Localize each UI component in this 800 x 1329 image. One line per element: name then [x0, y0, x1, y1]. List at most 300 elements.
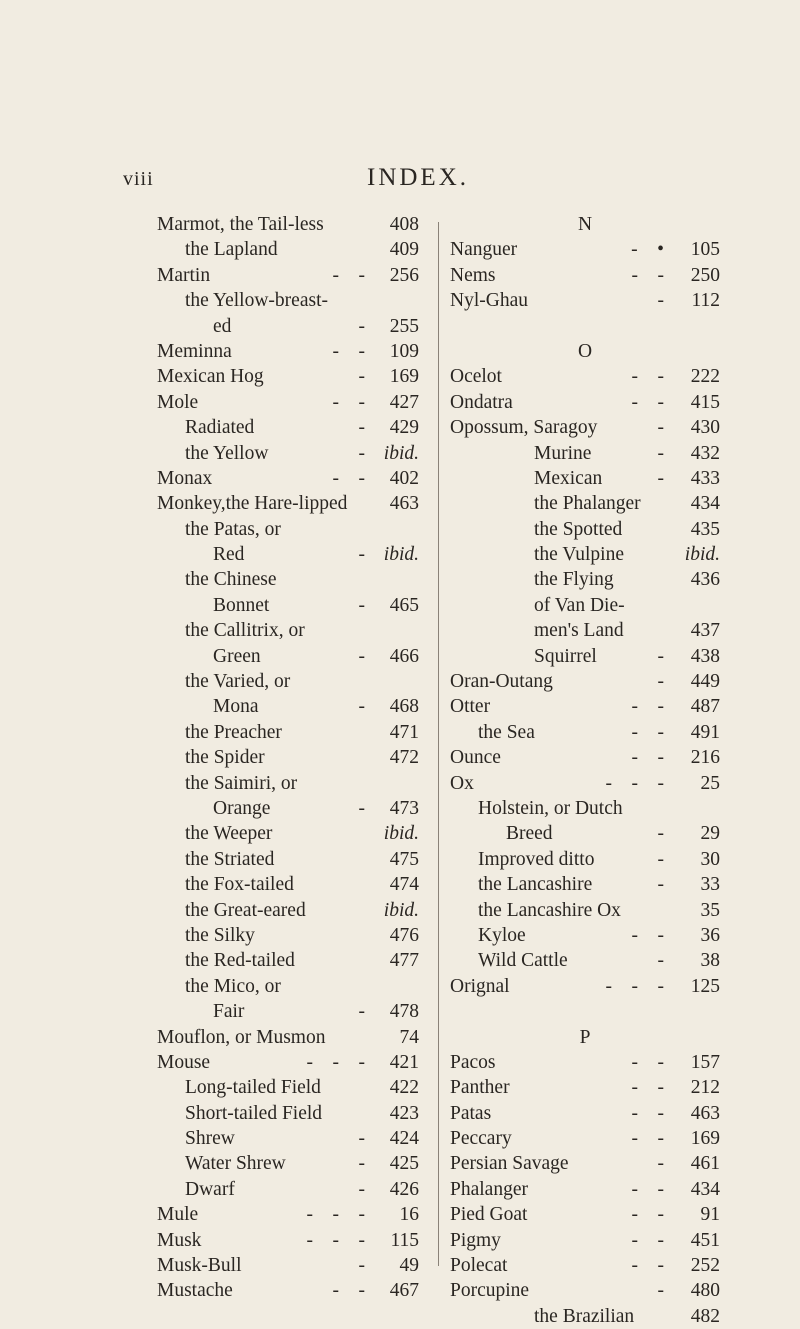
leader-dashes: -: [358, 645, 365, 667]
index-entry: [450, 1075, 720, 1100]
index-entry: [157, 618, 427, 643]
entry-term: the Spider: [185, 747, 265, 769]
entry-term: the Red-tailed: [185, 950, 295, 972]
index-entry: [157, 567, 427, 592]
leader-dashes: -: [358, 442, 365, 464]
index-entry: [450, 847, 720, 872]
entry-term: Holstein, or Dutch: [478, 797, 623, 819]
index-entry: [450, 263, 720, 288]
entry-term: ed: [213, 315, 232, 337]
entry-term: Mona: [213, 696, 259, 718]
index-entry: [450, 1253, 720, 1278]
index-entry: [450, 364, 720, 389]
entry-term: the Mico, or: [185, 975, 281, 997]
leader-dashes: -: [657, 1153, 664, 1175]
entry-term: the Yellow-breast-: [185, 290, 328, 312]
page-reference: 471: [389, 721, 419, 743]
leader-dashes: - -: [631, 1229, 664, 1251]
index-entry: [450, 1126, 720, 1151]
index-entry: [157, 1101, 427, 1126]
index-entry: [450, 415, 720, 440]
page-reference: 408: [389, 214, 419, 235]
leader-dashes: -: [657, 290, 664, 312]
index-entry: [157, 898, 427, 923]
index-entry: [450, 491, 720, 516]
page-reference: 433: [690, 467, 720, 489]
page-reference: 461: [690, 1153, 720, 1175]
leader-dashes: - -: [332, 1280, 365, 1302]
index-entry: [450, 720, 720, 745]
leader-dashes: - -: [631, 391, 664, 413]
leader-dashes: -: [358, 1255, 365, 1277]
entry-term: Red: [213, 544, 245, 566]
page-reference: 169: [690, 1128, 720, 1150]
entry-term: Mouse: [157, 1051, 211, 1073]
page-reference: 35: [700, 899, 720, 921]
page-reference: 105: [690, 239, 720, 261]
index-entry: [450, 390, 720, 415]
page-reference: 424: [389, 1128, 419, 1150]
index-entry: [157, 1253, 427, 1278]
index-entry: [157, 314, 427, 339]
leader-dashes: -: [358, 1001, 365, 1023]
page-reference: 30: [700, 848, 720, 870]
index-entry: [157, 644, 427, 669]
page-reference: 422: [389, 1077, 419, 1099]
index-entry: [450, 821, 720, 846]
index-entry: [157, 1202, 427, 1227]
index-entry: [157, 694, 427, 719]
index-entry: [157, 720, 427, 745]
page-reference: 16: [399, 1204, 419, 1226]
entry-term: the Callitrix, or: [185, 620, 305, 642]
page-reference: 256: [389, 264, 419, 286]
page-reference: 91: [700, 1204, 720, 1226]
index-entry: [450, 745, 720, 770]
page-number: viii: [123, 168, 154, 190]
index-entry: [450, 542, 720, 567]
section-letter: [450, 1025, 720, 1050]
entry-term: Green: [213, 645, 261, 667]
index-entry: [157, 1228, 427, 1253]
entry-term: Persian Savage: [450, 1153, 569, 1175]
page-reference: 436: [690, 569, 720, 591]
entry-term: the Varied, or: [185, 671, 291, 693]
index-entry: [450, 1202, 720, 1227]
leader-dashes: - - -: [605, 975, 664, 997]
leader-dashes: -: [358, 1178, 365, 1200]
entry-term: Oran-Outang: [450, 671, 553, 693]
page-reference: 425: [389, 1153, 419, 1175]
leader-dashes: - - -: [306, 1051, 365, 1073]
leader-dashes: -: [358, 1153, 365, 1175]
entry-term: Dwarf: [185, 1178, 235, 1200]
entry-term: Phalanger: [450, 1178, 528, 1200]
leader-dashes: - - -: [306, 1204, 365, 1226]
leader-dashes: - -: [631, 924, 664, 946]
index-entry: [450, 923, 720, 948]
entry-term: Otter: [450, 696, 491, 718]
page-reference: 33: [700, 874, 720, 896]
index-entry: [157, 999, 427, 1024]
index-entry: [157, 466, 427, 491]
page-reference: 252: [690, 1255, 720, 1277]
page-reference: 402: [389, 467, 419, 489]
index-column-right: [450, 212, 720, 1329]
index-entry: [450, 948, 720, 973]
entry-term: Opossum, Saragoy: [450, 417, 598, 439]
index-entry: [157, 491, 427, 516]
entry-term: Mexican: [534, 467, 603, 489]
running-head: INDEX.: [367, 164, 470, 191]
index-entry: [450, 1177, 720, 1202]
entry-term: the Lapland: [185, 239, 278, 261]
page-reference: 25: [700, 772, 720, 794]
index-entry: [157, 821, 427, 846]
blank-line: [450, 999, 720, 1024]
page-reference: 438: [690, 645, 720, 667]
index-entry: [157, 1177, 427, 1202]
entry-term: Pied Goat: [450, 1204, 528, 1226]
entry-term: Panther: [450, 1077, 510, 1099]
entry-term: Nems: [450, 264, 496, 286]
page-reference: 222: [690, 366, 720, 388]
entry-term: Patas: [450, 1102, 492, 1124]
entry-term: Meminna: [157, 340, 232, 362]
index-entry: [450, 1228, 720, 1253]
index-entry: [157, 441, 427, 466]
entry-term: Musk: [157, 1229, 202, 1251]
page-reference: 421: [389, 1051, 419, 1073]
leader-dashes: -: [657, 671, 664, 693]
entry-term: Polecat: [450, 1255, 508, 1277]
leader-dashes: -: [657, 645, 664, 667]
entry-term: Pacos: [450, 1051, 496, 1073]
index-entry: [450, 593, 720, 618]
index-entry: [157, 390, 427, 415]
index-entry: [157, 288, 427, 313]
blank-line: [450, 314, 720, 339]
entry-term: Mouflon, or Musmon: [157, 1026, 326, 1048]
leader-dashes: -: [657, 823, 664, 845]
index-entry: [450, 669, 720, 694]
leader-dashes: -: [358, 1128, 365, 1150]
entry-term: Long-tailed Field: [185, 1077, 321, 1099]
index-entry: [450, 1151, 720, 1176]
entry-term: the Vulpine: [534, 544, 624, 566]
entry-term: Nanguer: [450, 239, 518, 261]
page-reference: 169: [389, 366, 419, 388]
leader-dashes: -: [358, 366, 365, 388]
entry-term: Martin: [157, 264, 211, 286]
leader-dashes: -: [358, 417, 365, 439]
index-entry: [450, 644, 720, 669]
leader-dashes: - -: [631, 1204, 664, 1226]
leader-dashes: - -: [631, 366, 664, 388]
leader-dashes: - -: [631, 1255, 664, 1277]
page-reference: 467: [389, 1280, 419, 1302]
entry-term: Mustache: [157, 1280, 233, 1302]
index-entry: [450, 1101, 720, 1126]
entry-term: Nyl-Ghau: [450, 290, 528, 312]
page-reference: ibid.: [383, 544, 419, 566]
section-letter-text: P: [579, 1026, 591, 1048]
entry-term: Orange: [213, 797, 271, 819]
entry-term: men's Land: [534, 620, 624, 642]
index-entry: [157, 237, 427, 262]
entry-term: Murine: [534, 442, 592, 464]
page-reference: 472: [389, 747, 419, 769]
entry-term: Mule: [157, 1204, 199, 1226]
index-entry: [157, 415, 427, 440]
index-entry: [450, 466, 720, 491]
leader-dashes: - -: [332, 264, 365, 286]
index-entry: [450, 237, 720, 262]
index-entry: [450, 771, 720, 796]
entry-term: the Fox-tailed: [185, 874, 294, 896]
page-reference: ibid.: [383, 899, 419, 921]
leader-dashes: - -: [631, 264, 664, 286]
leader-dashes: - •: [631, 239, 664, 261]
page-reference: 109: [389, 340, 419, 362]
index-entry: [450, 517, 720, 542]
page-reference: 49: [399, 1255, 419, 1277]
section-letter-text: N: [577, 214, 593, 235]
page-reference: 465: [389, 594, 419, 616]
index-entry: [450, 1304, 720, 1329]
column-divider: [438, 222, 439, 1266]
entry-term: Porcupine: [450, 1280, 530, 1302]
entry-term: the Phalanger: [534, 493, 641, 515]
page-reference: 29: [700, 823, 720, 845]
index-entry: [157, 669, 427, 694]
page-reference: 480: [690, 1280, 720, 1302]
leader-dashes: - -: [332, 467, 365, 489]
entry-term: the Great-eared: [185, 899, 306, 921]
entry-term: of Van Die-: [534, 594, 625, 616]
entry-term: Fair: [213, 1001, 245, 1023]
section-letter: [450, 339, 720, 364]
page-reference: 487: [690, 696, 720, 718]
index-entry: [157, 745, 427, 770]
entry-term: Breed: [506, 823, 553, 845]
leader-dashes: -: [657, 1280, 664, 1302]
index-entry: [157, 1075, 427, 1100]
entry-term: the Flying: [534, 569, 614, 591]
entry-term: the Weeper: [185, 823, 273, 845]
entry-term: the Striated: [185, 848, 275, 870]
page-reference: 476: [389, 924, 419, 946]
leader-dashes: - -: [631, 1178, 664, 1200]
page-reference: 434: [690, 1178, 720, 1200]
leader-dashes: - -: [631, 721, 664, 743]
index-entry: [157, 948, 427, 973]
page-reference: 36: [700, 924, 720, 946]
leader-dashes: - -: [631, 1077, 664, 1099]
entry-term: Ounce: [450, 747, 501, 769]
page-reference: ibid.: [684, 544, 720, 566]
entry-term: Pigmy: [450, 1229, 501, 1251]
index-entry: [157, 923, 427, 948]
entry-term: Bonnet: [213, 594, 270, 616]
page-reference: 255: [389, 315, 419, 337]
page-reference: 437: [690, 620, 720, 642]
page-reference: 474: [389, 874, 419, 896]
entry-term: Ox: [450, 772, 474, 794]
entry-term: Monkey,the Hare-lipped: [157, 493, 348, 515]
entry-term: the Sea: [478, 721, 535, 743]
index-entry: [157, 1025, 427, 1050]
page-reference: 434: [690, 493, 720, 515]
page-reference: ibid.: [383, 442, 419, 464]
page-reference: 491: [690, 721, 720, 743]
entry-term: the Lancashire Ox: [478, 899, 621, 921]
page-reference: 112: [691, 290, 720, 312]
index-entry: [157, 1151, 427, 1176]
section-letter: [450, 212, 720, 237]
index-entry: [157, 364, 427, 389]
entry-term: the Lancashire: [478, 874, 593, 896]
entry-term: Ondatra: [450, 391, 513, 413]
index-entry: [157, 212, 427, 237]
page-reference: 430: [690, 417, 720, 439]
entry-term: Improved ditto: [478, 848, 595, 870]
leader-dashes: -: [657, 417, 664, 439]
entry-term: Mexican Hog: [157, 366, 264, 388]
entry-term: the Saimiri, or: [185, 772, 298, 794]
index-entry: [157, 1278, 427, 1303]
index-entry: [157, 542, 427, 567]
entry-term: Orignal: [450, 975, 510, 997]
entry-term: the Brazilian: [534, 1305, 635, 1327]
page-reference: 409: [389, 239, 419, 261]
index-entry: [450, 288, 720, 313]
page-reference: 468: [389, 696, 419, 718]
leader-dashes: -: [358, 544, 365, 566]
entry-term: the Chinese: [185, 569, 277, 591]
index-entry: [157, 517, 427, 542]
page-reference: 216: [690, 747, 720, 769]
page-reference: 473: [389, 797, 419, 819]
leader-dashes: -: [657, 950, 664, 972]
leader-dashes: - -: [631, 1051, 664, 1073]
leader-dashes: -: [657, 442, 664, 464]
entry-term: Shrew: [185, 1128, 235, 1150]
index-entry: [157, 771, 427, 796]
index-entry: [450, 872, 720, 897]
leader-dashes: - -: [332, 340, 365, 362]
entry-term: the Spotted: [534, 518, 623, 540]
index-entry: [157, 847, 427, 872]
page-reference: 451: [690, 1229, 720, 1251]
leader-dashes: -: [358, 797, 365, 819]
leader-dashes: - -: [631, 1128, 664, 1150]
leader-dashes: -: [358, 696, 365, 718]
page-reference: 482: [690, 1305, 720, 1327]
entry-term: Wild Cattle: [478, 950, 568, 972]
entry-term: Peccary: [450, 1128, 512, 1150]
page-reference: 212: [690, 1077, 720, 1099]
page-reference: 478: [389, 1001, 419, 1023]
leader-dashes: - -: [631, 696, 664, 718]
index-column-left: [157, 212, 427, 1304]
index-entry: [450, 796, 720, 821]
leader-dashes: - -: [631, 747, 664, 769]
page-reference: 423: [389, 1102, 419, 1124]
page-reference: 475: [389, 848, 419, 870]
section-letter-text: O: [577, 340, 593, 362]
index-entry: [157, 263, 427, 288]
index-entry: [450, 898, 720, 923]
page-reference: 38: [700, 950, 720, 972]
page-reference: 426: [389, 1178, 419, 1200]
leader-dashes: - - -: [306, 1229, 365, 1251]
page-reference: 463: [389, 493, 419, 515]
index-entry: [157, 593, 427, 618]
index-entry: [157, 1126, 427, 1151]
leader-dashes: -: [657, 467, 664, 489]
index-entry: [450, 441, 720, 466]
entry-term: Radiated: [185, 417, 255, 439]
page-reference: ibid.: [383, 823, 419, 845]
index-entry: [450, 974, 720, 999]
page-reference: 466: [389, 645, 419, 667]
index-entry: [450, 1050, 720, 1075]
leader-dashes: -: [657, 848, 664, 870]
page-reference: 427: [389, 391, 419, 413]
page-reference: 435: [690, 518, 720, 540]
index-entry: [157, 339, 427, 364]
entry-term: Mole: [157, 391, 199, 413]
page-reference: 463: [690, 1102, 720, 1124]
entry-term: the Patas, or: [185, 518, 281, 540]
index-entry: [157, 1050, 427, 1075]
page-reference: 157: [690, 1051, 720, 1073]
index-entry: [450, 567, 720, 592]
index-entry: [157, 974, 427, 999]
leader-dashes: - -: [631, 1102, 664, 1124]
entry-term: Short-tailed Field: [185, 1102, 323, 1124]
entry-term: Ocelot: [450, 366, 502, 388]
leader-dashes: - -: [332, 391, 365, 413]
page-reference: 74: [399, 1026, 419, 1048]
page-reference: 125: [690, 975, 720, 997]
leader-dashes: -: [358, 594, 365, 616]
entry-term: Monax: [157, 467, 213, 489]
index-entry: [157, 796, 427, 821]
page-reference: 432: [690, 442, 720, 464]
page-reference: 449: [690, 671, 720, 693]
page-reference: 250: [690, 264, 720, 286]
entry-term: Water Shrew: [185, 1153, 286, 1175]
index-entry: [157, 872, 427, 897]
entry-term: Marmot, the Tail-less: [157, 214, 324, 235]
page-reference: 477: [389, 950, 419, 972]
entry-term: Musk-Bull: [157, 1255, 242, 1277]
leader-dashes: - - -: [605, 772, 664, 794]
page-reference: 415: [690, 391, 720, 413]
entry-term: the Yellow: [185, 442, 269, 464]
entry-term: the Preacher: [185, 721, 282, 743]
entry-term: Squirrel: [534, 645, 597, 667]
entry-term: the Silky: [185, 924, 255, 946]
index-entry: [450, 618, 720, 643]
page-reference: 429: [389, 417, 419, 439]
entry-term: Kyloe: [478, 924, 526, 946]
leader-dashes: -: [657, 874, 664, 896]
index-entry: [450, 694, 720, 719]
leader-dashes: -: [358, 315, 365, 337]
